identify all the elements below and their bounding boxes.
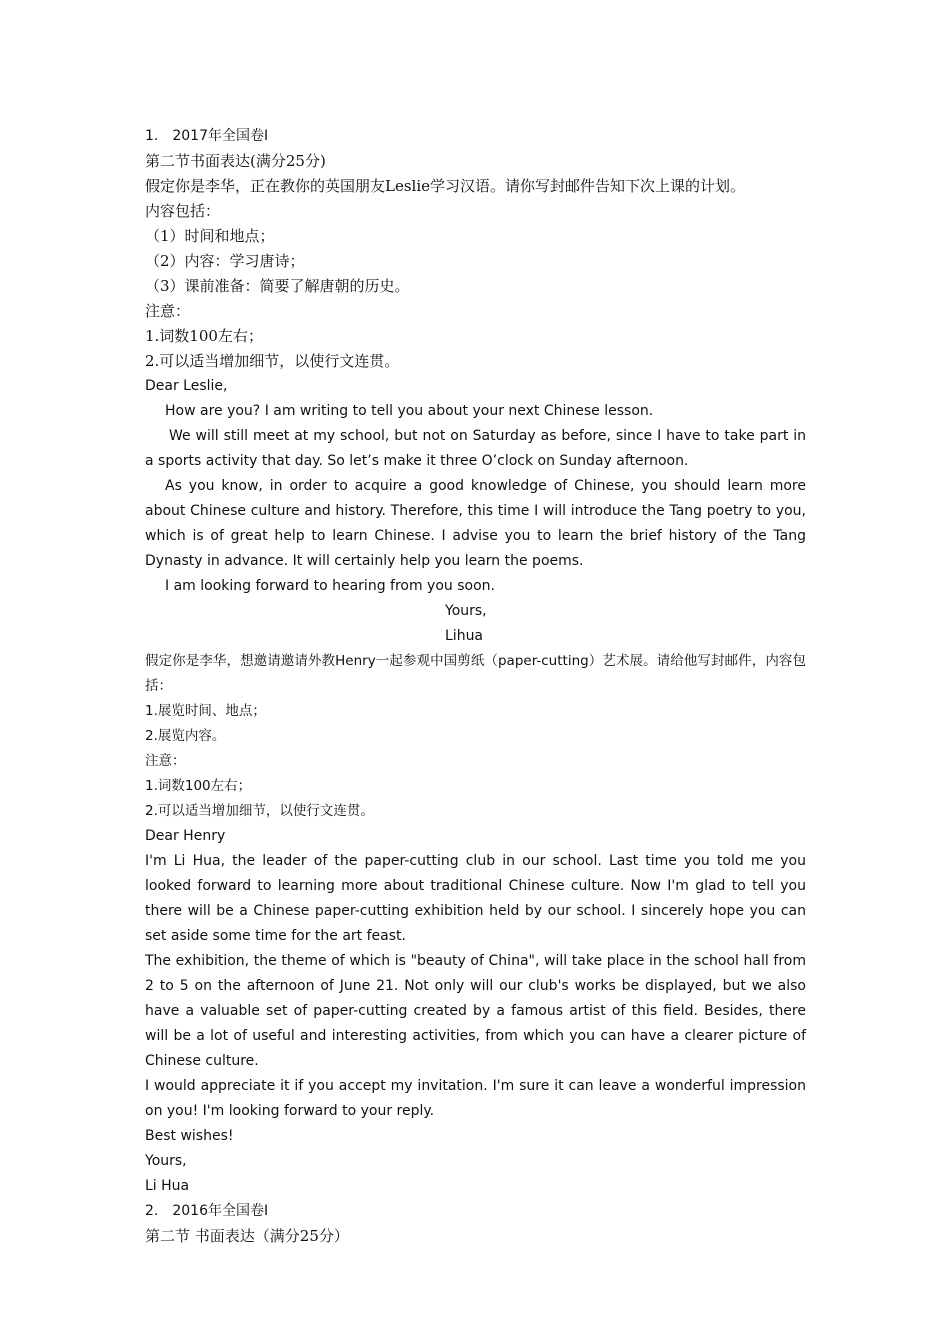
letter-1-paragraph: As you know, in order to acquire a good knowledge of Chinese, you should learn more about Chinese culture and history. Therefore, this time I will introduce the Tang poetry to you, which is of great help to learn Chinese. I advise you to learn the brief history of the Tang Dynasty in advance. It will certainly help you learn the poems.	[145, 478, 806, 569]
letter-2-salutation: Dear Henry	[145, 828, 226, 844]
letter-1-signature: Lihua	[445, 628, 484, 644]
question-1-content-label: 内容包括：	[145, 202, 221, 220]
letter-1-closing: Yours,	[445, 603, 487, 619]
question-1-note: 1.词数100左右；	[145, 327, 263, 345]
document-page	[145, 124, 806, 1249]
question-2-section: 第二节 书面表达（满分25分）	[145, 1227, 349, 1245]
letter-2-paragraph: The exhibition, the theme of which is "beauty of China", will take place in the school hall from 2 to 5 on the afternoon of June 21. Not only will our club's works be displayed, but we also have a valuable set of paper-cutting created by a famous artist of this field. Besides, there will be a lot of useful and interesting activities, from which you can have a clearer picture of Chinese culture.	[145, 953, 806, 1069]
question-1-point: （2）内容：学习唐诗；	[145, 252, 305, 270]
letter-1-paragraph: We will still meet at my school, but not on Saturday as before, since I have to take part in a sports activity that day. So let’s make it three O’clock on Sunday afternoon.	[145, 428, 806, 469]
letter-1-paragraph: I am looking forward to hearing from you soon.	[165, 578, 495, 594]
question-1-prompt: 假定你是李华，正在教你的英国朋友Leslie学习汉语。请你写封邮件告知下次上课的计划。	[145, 177, 746, 195]
letter-1-paragraph: How are you? I am writing to tell you about your next Chinese lesson.	[165, 403, 654, 419]
question-1-point: （1）时间和地点；	[145, 227, 275, 245]
letter-2-wishes: Best wishes!	[145, 1128, 234, 1144]
question-2-heading: 2. 2016年全国卷Ⅰ	[145, 1203, 269, 1219]
question-1b-prompt: 假定你是李华，想邀请邀请外教Henry一起参观中国剪纸（paper-cutting）艺术展。请给他写封邮件，内容包括：	[145, 653, 806, 694]
question-1-notes-label: 注意：	[145, 302, 191, 320]
question-1-heading: 1. 2017年全国卷Ⅰ	[145, 128, 269, 144]
question-1b-point: 2.展览内容。	[145, 728, 226, 744]
letter-2-paragraph: I'm Li Hua, the leader of the paper-cutting club in our school. Last time you told me you looked forward to learning more about traditional Chinese culture. Now I'm glad to tell you there will be a Chinese paper-cutting exhibition held by our school. I sincerely hope you can set aside some time for the art feast.	[145, 853, 806, 944]
question-1b-notes-label: 注意：	[145, 753, 186, 769]
letter-1-salutation: Dear Leslie,	[145, 378, 228, 394]
letter-2-paragraph: I would appreciate it if you accept my invitation. I'm sure it can leave a wonderful impression on you! I'm looking forward to your reply.	[145, 1078, 806, 1119]
question-1-point: （3）课前准备：简要了解唐朝的历史。	[145, 277, 410, 295]
question-1b-point: 1.展览时间、地点；	[145, 703, 266, 719]
letter-2-closing: Yours,	[145, 1153, 187, 1169]
question-1-section: 第二节书面表达(满分25分)	[145, 152, 326, 170]
letter-2-signature: Li Hua	[145, 1178, 190, 1194]
question-1-note: 2.可以适当增加细节，以使行文连贯。	[145, 352, 400, 370]
question-1b-note: 1.词数100左右；	[145, 778, 252, 794]
question-1b-note: 2.可以适当增加细节，以使行文连贯。	[145, 803, 374, 819]
